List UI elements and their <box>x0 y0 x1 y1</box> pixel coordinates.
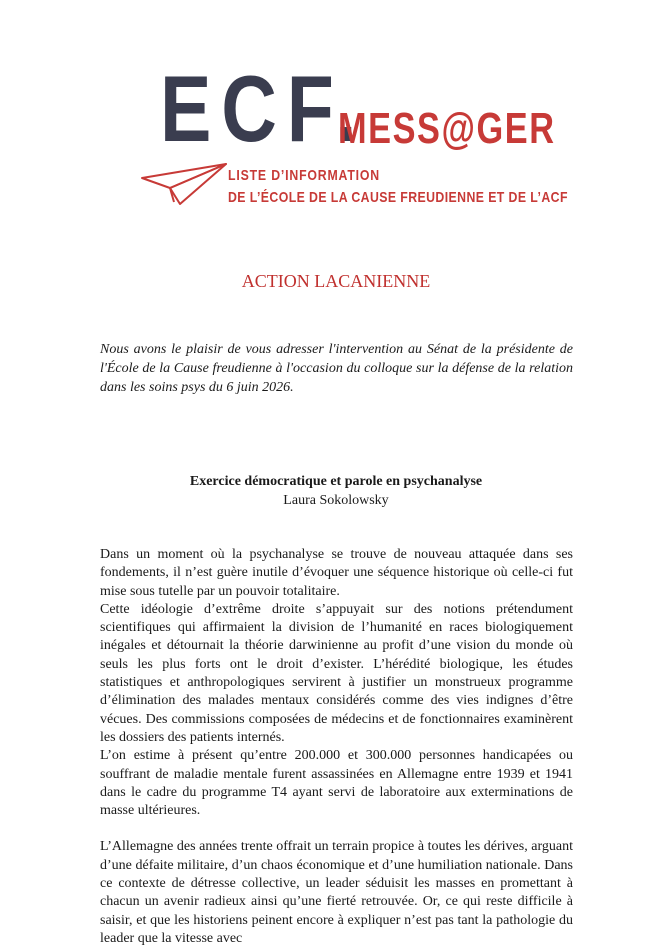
article-author: Laura Sokolowsky <box>283 493 389 508</box>
paper-plane-icon <box>140 162 228 210</box>
article-title: Exercice démocratique et parole en psychanalyse <box>189 474 483 489</box>
ecf-messager-logo <box>140 56 568 216</box>
section-title: ACTION LACANIENNE <box>241 271 431 291</box>
body-paragraph: Cette idéologie d’extrême droite s’appuyait sur des notions prétendument scientifiques qui affirmaient la division de l’humanité en races biologiquement inégales et détournait la théorie darwinienne au profit d’une vision du monde où seuls les plus forts ont le droit d’exister. L’hérédité biologique, les études statistiques et anthropologiques servirent à justifier un monstrueux programme d’élimination des malades mentaux considérés comme des vies indignes d’être vécues. Des commissions composées de médecins et de fonctionnaires examinèrent les dossiers des patients internés. <box>100 601 573 745</box>
logo-ecf-text: ECF. <box>160 56 367 161</box>
paragraph-gap <box>100 820 573 838</box>
body-paragraph: L’on estime à présent qu’entre 200.000 et 300.000 personnes handicapées ou souffrant de maladie mentale furent assassinées en Allemagne entre 1939 et 1941 dans le cadre du programme T4 ayant servi de laboratoire aux exterminations de masse ultérieures. <box>100 748 573 819</box>
logo-messager-text: MESS@GER <box>338 104 556 153</box>
intro-paragraph: Nous avons le plaisir de vous adresser l'intervention au Sénat de la présidente de l'École de la Cause freudienne à l'occasion du colloque sur la défense de la relation dans les soins psys du 6 juin 2026. <box>100 342 573 395</box>
logo-subtitle-line1: LISTE D’INFORMATION <box>228 167 381 184</box>
body-paragraph: Dans un moment où la psychanalyse se trouve de nouveau attaquée dans ses fondements, il n’est guère inutile d’évoquer une séquence historique où celle-ci fut mise sous tutelle par un pouvoir totalitaire. <box>100 547 573 599</box>
logo-subtitle-line2: DE L’ÉCOLE DE LA CAUSE FREUDIENNE ET DE L’ACF <box>228 189 568 206</box>
body-paragraph: L’Allemagne des années trente offrait un terrain propice à toutes les dérives, arguant d’une défaite militaire, d’un chaos économique et d’une humiliation nationale. Dans ce contexte de détresse collective, un leader séduisit les masses en promettant à chacun un avenir radieux ainsi qu’une fierté retrouvée. Or, ce qui reste difficile à saisir, et que les historiens peinent encore à expliquer n’est pas tant la pathologie du leader que la vitesse avec <box>100 839 573 946</box>
article-body <box>100 546 573 948</box>
